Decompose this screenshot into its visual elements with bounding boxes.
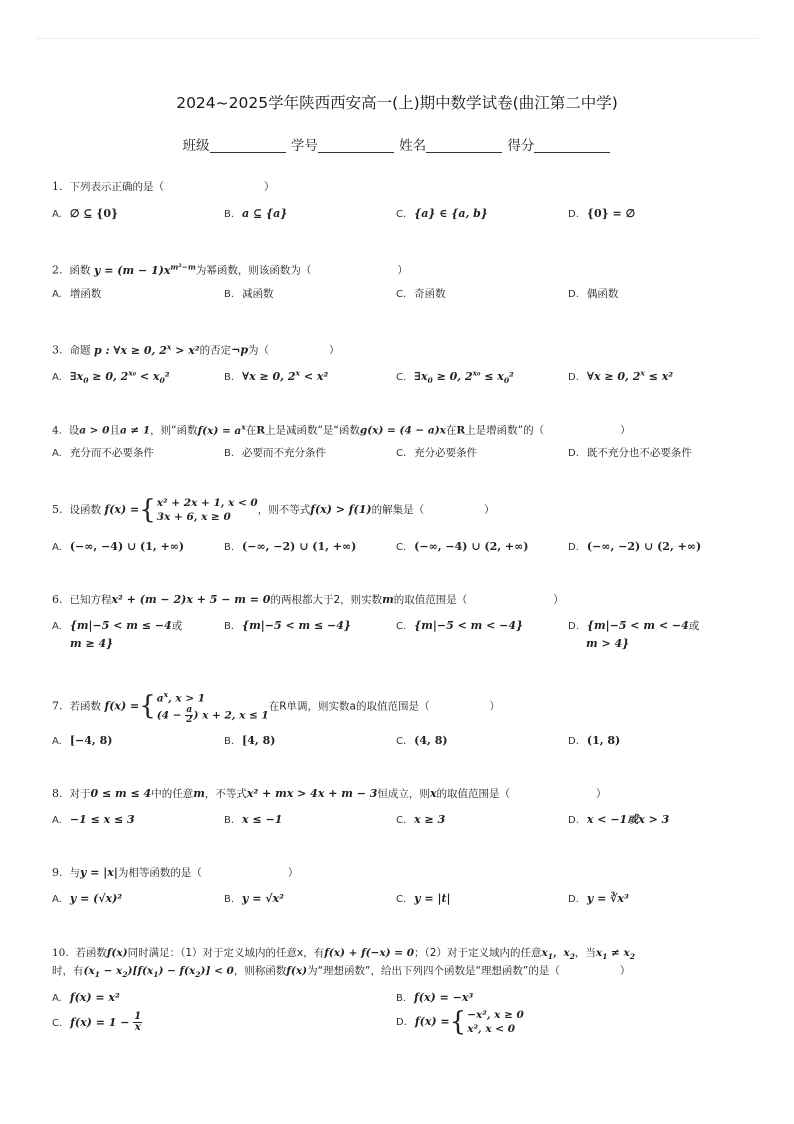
formula: g(x) = (4 − a)x xyxy=(359,424,446,437)
option-label: B. xyxy=(224,736,235,747)
question-stem: 若函数 xyxy=(69,700,101,713)
q1-option-b[interactable] xyxy=(224,205,287,223)
q5-option-d[interactable] xyxy=(568,538,701,556)
q7-option-c[interactable] xyxy=(396,732,448,750)
option-text: {m|−5 < m ≤ −4} xyxy=(242,619,351,632)
option-text: {m|−5 < m ≤ −4 xyxy=(69,619,172,632)
option-label: B. xyxy=(224,621,235,632)
formula: a > 0 xyxy=(79,424,110,437)
q5-option-c[interactable] xyxy=(396,538,528,556)
question-stem: 的两根都大于2，则实数 xyxy=(270,594,383,606)
question-number: 2. xyxy=(52,263,63,277)
option-text: {m|−5 < m < −4} xyxy=(414,619,524,632)
q10-option-a[interactable] xyxy=(52,989,120,1007)
option-label: C. xyxy=(52,1017,63,1029)
option-label: A. xyxy=(52,448,62,459)
option-text: 增函数 xyxy=(69,288,102,300)
option-text: 既不充分也不必要条件 xyxy=(586,447,692,459)
question-stem: 且 xyxy=(109,424,120,437)
question-number: 5. xyxy=(52,503,63,516)
question-8 xyxy=(52,785,607,803)
q9-option-b[interactable] xyxy=(224,890,284,908)
option-text: 奇函数 xyxy=(414,288,446,300)
q7-option-a[interactable] xyxy=(52,732,112,750)
q5-option-b[interactable] xyxy=(224,538,356,556)
option-label: D. xyxy=(568,736,579,747)
option-text: y = (√x)² xyxy=(69,892,123,905)
question-stem: 恒成立，则 xyxy=(377,788,430,800)
option-text: (4, 8) xyxy=(414,734,448,747)
question-stem: 的否定 xyxy=(199,344,232,357)
q1-option-c[interactable] xyxy=(396,205,488,223)
question-3 xyxy=(52,338,340,360)
q6-option-a[interactable] xyxy=(52,617,182,652)
question-stem: 的取值范围是（ xyxy=(393,594,468,606)
piecewise-cases: −x², x ≥ 0 x², x < 0 xyxy=(467,1009,524,1035)
q3-option-c[interactable] xyxy=(396,364,514,389)
option-label: D. xyxy=(568,289,579,300)
close-paren: ） xyxy=(553,594,564,606)
option-text: ∅ ⊆ {0} xyxy=(69,207,119,220)
formula: ¬p xyxy=(231,343,249,357)
option-label: C. xyxy=(396,736,407,747)
formula: f(x) xyxy=(106,947,128,959)
option-text: m ≥ 4} xyxy=(70,637,114,650)
question-stem: 在 xyxy=(245,424,257,437)
question-stem: 已知方程 xyxy=(69,594,112,606)
formula: y = |x| xyxy=(80,866,118,879)
piecewise-cases: $a^x$, x > 1 (4 − $\frac{a}{2}$ ) x + 2, x ≤ 1 xyxy=(156,690,269,725)
student-info-line xyxy=(0,134,794,154)
formula: $f(x) = a^x$ xyxy=(197,422,246,437)
close-paren: ） xyxy=(484,504,495,516)
option-label: C. xyxy=(396,542,407,553)
q3-option-b[interactable] xyxy=(224,364,328,386)
option-text: f(x) = x² xyxy=(69,991,120,1004)
option-text: 减函数 xyxy=(242,288,274,300)
option-text: −1 ≤ x ≤ 3 xyxy=(69,813,135,826)
close-paren: ） xyxy=(596,788,607,800)
question-stem: 为（ xyxy=(248,344,270,357)
page-title: 2024~2025学年陕西西安高一(上)期中数学试卷(曲江第二中学) xyxy=(176,94,618,112)
formula: R xyxy=(456,424,466,437)
option-text: m > 4} xyxy=(586,637,630,650)
question-number: 6. xyxy=(52,593,63,606)
option-label: D. xyxy=(568,448,579,459)
question-stem: 为“理想函数”，给出下列四个函数是“理想函数”的是（ xyxy=(307,965,560,977)
formula: x² + (m − 2)x + 5 − m = 0 xyxy=(111,593,271,606)
q6-option-c[interactable] xyxy=(396,617,523,635)
q4-option-a[interactable] xyxy=(52,444,154,462)
option-text: x ≤ −1 xyxy=(242,813,283,826)
option-text: y = ∛x³ xyxy=(586,892,629,905)
question-stem: 中的任意 xyxy=(151,788,194,800)
q6-option-d[interactable] xyxy=(568,617,699,652)
option-text: 充分而不必要条件 xyxy=(69,447,154,459)
option-label: C. xyxy=(396,894,407,905)
option-label: A. xyxy=(52,289,62,300)
option-text: x < −1或x > 3 xyxy=(586,813,670,826)
formula: x xyxy=(429,787,437,800)
option-text: y = √x² xyxy=(242,892,284,905)
question-stem: 对于 xyxy=(69,788,91,800)
name-label: 姓名 xyxy=(399,138,427,154)
question-stem: 命题 xyxy=(69,344,91,357)
score-label: 得分 xyxy=(507,138,535,154)
option-label: C. xyxy=(396,448,407,459)
formula: f(x) + f(−x) = 0 xyxy=(324,947,415,959)
option-text: 或 xyxy=(688,620,700,632)
question-4 xyxy=(52,418,631,440)
option-label: C. xyxy=(396,371,407,383)
q4-option-c[interactable] xyxy=(396,444,477,462)
question-stem: 上是减函数”是“函数 xyxy=(264,424,360,437)
option-text: f(x) = −x³ xyxy=(414,991,474,1004)
question-stem: 上是增函数”的（ xyxy=(465,424,545,437)
option-text: ∀x ≥ 0, $2^x < x^2$ xyxy=(242,368,329,383)
close-paren: ） xyxy=(397,264,408,277)
option-label: C. xyxy=(396,621,407,632)
formula: m xyxy=(382,593,394,606)
question-number: 8. xyxy=(52,787,63,800)
option-label: D. xyxy=(396,1017,407,1028)
option-label: A. xyxy=(52,993,62,1004)
close-paren: ） xyxy=(489,700,500,713)
close-paren: ） xyxy=(287,867,299,879)
option-text: {m|−5 < m < −4 xyxy=(586,619,689,632)
brace: { xyxy=(449,1007,467,1037)
question-number: 7. xyxy=(52,699,63,713)
formula: f(x) = xyxy=(104,503,140,516)
question-stem: 若函数 xyxy=(75,947,107,959)
q8-option-b[interactable] xyxy=(224,811,282,829)
close-paren: ） xyxy=(329,344,340,357)
q3-option-a[interactable] xyxy=(52,364,170,389)
question-stem: 在 xyxy=(445,424,457,437)
option-text: {a} ∈ {a, b} xyxy=(414,207,488,220)
option-text: a ⊆ {a} xyxy=(242,207,288,220)
question-1 xyxy=(52,178,275,196)
q6-option-b[interactable] xyxy=(224,617,351,635)
formula: $y = (m - 1)x^{m^2-m}$ xyxy=(94,262,196,277)
option-text: $\exists x_0 \ge 0$, $2^{x_0} \le x_0^2$ xyxy=(414,368,514,385)
option-text: [4, 8) xyxy=(242,734,276,747)
option-text: 或 xyxy=(171,620,183,632)
header-rule xyxy=(36,38,758,39)
option-label: B. xyxy=(224,815,235,826)
brace: { xyxy=(139,691,156,722)
question-10-line-2 xyxy=(52,962,630,984)
option-text: (−∞, −2) ∪ (2, +∞) xyxy=(586,540,702,553)
option-label: B. xyxy=(224,894,235,905)
formula: p : ∀x ≥ 0, $2^x > x^2$ xyxy=(94,342,200,357)
q9-option-c[interactable] xyxy=(396,890,451,908)
question-stem: 同时满足：（1）对于定义域内的任意x，有 xyxy=(127,947,325,959)
q7-option-b[interactable] xyxy=(224,732,275,750)
formula: R xyxy=(256,424,265,437)
option-label: B. xyxy=(224,371,235,383)
option-text: $\exists x_0 \ge 0$, $2^{x_0} < x_0^2$ xyxy=(69,368,170,385)
option-label: B. xyxy=(224,289,235,300)
formula: $x_1$，$x_2$ xyxy=(541,947,575,962)
formula: $x_1 \ne x_2$ xyxy=(595,947,635,962)
option-label: D. xyxy=(568,621,579,632)
question-number: 4. xyxy=(52,424,63,437)
question-stem: 与 xyxy=(69,867,80,879)
option-label: B. xyxy=(224,448,235,459)
option-label: A. xyxy=(52,209,62,220)
option-label: A. xyxy=(52,894,62,905)
question-stem: 设 xyxy=(68,424,80,437)
option-label: D. xyxy=(568,894,579,905)
formula: x² + mx > 4x + m − 3 xyxy=(246,787,378,800)
option-label: A. xyxy=(52,815,62,826)
id-blank[interactable] xyxy=(318,138,394,153)
option-label: B. xyxy=(396,993,407,1004)
question-stem: 在R单调，则实数a的取值范围是（ xyxy=(268,700,430,713)
brace: { xyxy=(139,495,156,525)
option-text: x ≥ 3 xyxy=(414,813,446,826)
question-9 xyxy=(52,864,298,882)
q9-option-d[interactable] xyxy=(568,890,629,908)
option-text: 偶函数 xyxy=(586,288,619,300)
option-label: B. xyxy=(224,542,235,553)
option-text: (−∞, −2) ∪ (1, +∞) xyxy=(242,540,357,553)
option-label: B. xyxy=(224,209,235,220)
question-number: 3. xyxy=(52,343,63,357)
option-label: D. xyxy=(568,371,579,383)
q5-option-a[interactable] xyxy=(52,538,184,556)
option-label: C. xyxy=(396,289,407,300)
option-label: C. xyxy=(396,209,407,220)
option-text: (−∞, −4) ∪ (1, +∞) xyxy=(69,540,185,553)
question-stem: 为相等函数的是（ xyxy=(117,867,202,879)
q1-option-a[interactable] xyxy=(52,205,118,223)
question-7 xyxy=(52,688,500,725)
option-text: f(x) = 1 − $\frac{1}{x}$ xyxy=(70,1011,142,1033)
option-text: f(x) = xyxy=(414,1015,450,1028)
close-paren: ） xyxy=(619,965,631,977)
question-stem: ，不等式 xyxy=(204,788,247,800)
formula: f(x) > f(1) xyxy=(310,503,372,516)
option-label: D. xyxy=(568,209,579,220)
q9-option-a[interactable] xyxy=(52,890,122,908)
option-label: C. xyxy=(396,815,407,826)
close-paren: ） xyxy=(620,424,631,437)
question-2 xyxy=(52,258,408,280)
question-stem: 的解集是（ xyxy=(371,504,425,516)
option-text: ∀x ≥ 0, $2^x \le x^2$ xyxy=(586,368,674,383)
option-label: D. xyxy=(568,815,579,826)
question-5 xyxy=(52,496,495,524)
q4-option-b[interactable] xyxy=(224,444,326,462)
question-number: 9. xyxy=(52,866,63,879)
name-blank[interactable] xyxy=(426,138,502,153)
option-label: A. xyxy=(52,371,62,383)
q2-option-b[interactable] xyxy=(224,285,274,303)
q2-option-c[interactable] xyxy=(396,285,446,303)
q10-option-c[interactable] xyxy=(52,1012,142,1033)
question-stem: ，则称函数 xyxy=(233,965,287,977)
q4-option-d[interactable] xyxy=(568,444,692,462)
q2-option-d[interactable] xyxy=(568,285,618,303)
formula: f(x) xyxy=(286,965,308,977)
score-blank[interactable] xyxy=(534,138,610,153)
option-text: {0} = ∅ xyxy=(586,207,636,220)
q8-option-c[interactable] xyxy=(396,811,445,829)
question-stem: 函数 xyxy=(69,264,91,277)
option-text: (−∞, −4) ∪ (2, +∞) xyxy=(414,540,529,553)
q7-option-d[interactable] xyxy=(568,732,620,750)
question-stem: ，当 xyxy=(574,947,596,959)
option-text: y = |t| xyxy=(414,892,451,905)
question-stem: ；（2）对于定义域内的任意 xyxy=(414,947,542,959)
option-label: D. xyxy=(568,542,579,553)
close-paren: ） xyxy=(264,181,275,193)
question-stem: 时，有 xyxy=(52,965,84,977)
formula: a ≠ 1 xyxy=(119,424,151,437)
question-number: 10. xyxy=(52,947,69,959)
q3-option-d[interactable] xyxy=(568,364,673,386)
q8-option-d[interactable] xyxy=(568,811,669,829)
option-label: A. xyxy=(52,542,62,553)
question-stem: 的取值范围是（ xyxy=(436,788,510,800)
q10-option-b[interactable] xyxy=(396,989,473,1007)
question-stem: 设函数 xyxy=(69,504,101,516)
formula: f(x) = xyxy=(104,699,140,713)
class-label: 班级 xyxy=(182,138,210,154)
class-blank[interactable] xyxy=(210,138,286,153)
option-label: A. xyxy=(52,621,62,632)
q8-option-a[interactable] xyxy=(52,811,135,829)
option-label: A. xyxy=(52,736,62,747)
question-stem: ，则不等式 xyxy=(257,504,311,516)
id-label: 学号 xyxy=(290,138,318,154)
formula: $(x_1 - x_2)[f(x_1) - f(x_2)] < 0$ xyxy=(83,965,234,980)
q10-option-d[interactable] xyxy=(396,1008,524,1036)
question-stem: 为幂函数，则该函数为（ xyxy=(195,264,312,277)
question-stem: ，则“函数 xyxy=(150,424,198,437)
formula: 0 ≤ m ≤ 4 xyxy=(90,787,152,800)
option-text: 必要而不充分条件 xyxy=(242,447,327,459)
question-stem: 下列表示正确的是（ xyxy=(69,181,164,193)
question-number: 1. xyxy=(52,180,63,193)
q2-option-a[interactable] xyxy=(52,285,101,303)
piecewise-cases: x² + 2x + 1, x < 0 3x + 6, x ≥ 0 xyxy=(156,497,258,523)
formula: m xyxy=(193,787,205,800)
option-text: (1, 8) xyxy=(586,734,621,747)
q1-option-d[interactable] xyxy=(568,205,635,223)
option-text: 充分必要条件 xyxy=(414,447,478,459)
option-text: [−4, 8) xyxy=(69,734,113,747)
question-6 xyxy=(52,591,564,609)
